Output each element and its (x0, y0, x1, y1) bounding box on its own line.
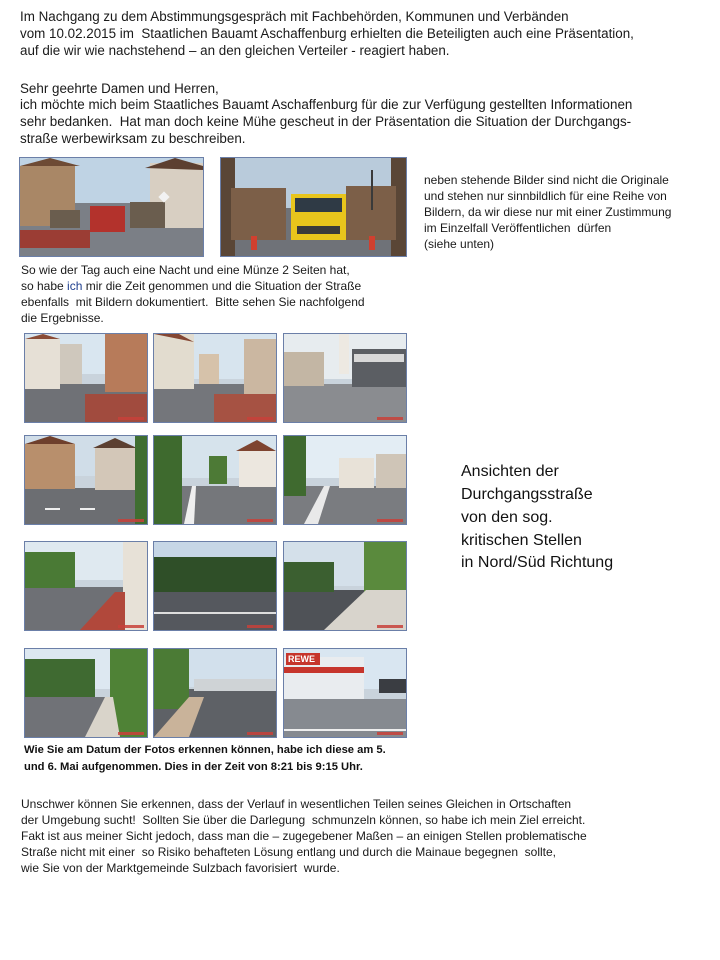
note-line-3: Bildern, da wir diese nur mit einer Zustimmung (424, 205, 672, 219)
coin-line-2 (21, 279, 361, 294)
street-photo-3 (283, 333, 407, 423)
store-sign: REWE (288, 654, 315, 664)
conclusion-line-3: Fakt ist aus meiner Sicht jedoch, dass man die – zugegebener Maßen – an einigen Stellen problematische (21, 829, 587, 843)
street-photo-2 (153, 333, 277, 423)
side-caption-line-1: Ansichten der (461, 463, 559, 480)
coin-line-2-start: so habe (21, 279, 68, 293)
intro-line-2: vom 10.02.2015 im Staatlichen Bauamt Aschaffenburg erhielten die Beteiligten auch eine Präsentation, (20, 26, 634, 41)
side-caption-line-2: Durchgangsstraße (461, 486, 593, 503)
conclusion-line-4: Straße nicht mit einer so Risiko behafteten Lösung entlang und durch die Mainaue begegnen sollte, (21, 845, 557, 859)
greeting-line-3: sehr bedanken. Hat man doch keine Mühe gescheut in der Präsentation die Situation der Durchgangs- (20, 114, 632, 129)
street-photo-6 (283, 435, 407, 525)
street-photo-10 (24, 648, 148, 738)
note-line-2: und stehen nur sinnbildlich für eine Reihe von (424, 189, 667, 203)
conclusion-line-1: Unschwer können Sie erkennen, dass der Verlauf in wesentlichen Teilen seines Gleichen in Ortschaften (21, 797, 572, 811)
intro-line-1: Im Nachgang zu dem Abstimmungsgespräch mit Fachbehörden, Kommunen und Verbänden (20, 9, 569, 24)
greeting-line-1: Sehr geehrte Damen und Herren, (20, 81, 219, 96)
conclusion-line-2: der Umgebung sucht! Sollten Sie über die Darlegung schmunzeln können, so habe ich mein Ziel erreicht. (21, 813, 586, 827)
street-photo-8 (153, 541, 277, 631)
note-line-4: im Einzelfall Veröffentlichen dürfen (424, 221, 612, 235)
street-photo-5 (153, 435, 277, 525)
side-caption-line-5: in Nord/Süd Richtung (461, 554, 614, 571)
coin-line-1: So wie der Tag auch eine Nacht und eine Münze 2 Seiten hat, (21, 263, 350, 277)
conclusion-line-5: wie Sie von der Marktgemeinde Sulzbach favorisiert wurde. (21, 861, 340, 875)
street-photo-12-store (283, 648, 407, 738)
greeting-line-2: ich möchte mich beim Staatliches Bauamt Aschaffenburg für die zur Verfügung gestellten Informationen (20, 97, 633, 112)
intro-line-3: auf die wir wie nachstehend – an den gleichen Verteiler - reagiert haben. (20, 43, 450, 58)
coin-line-2-end: mir die Zeit genommen und die Situation der Straße (82, 279, 362, 293)
photo-caption-line-1: Wie Sie am Datum der Fotos erkennen können, habe ich diese am 5. (24, 744, 386, 756)
street-photo-4 (24, 435, 148, 525)
note-line-1: neben stehende Bilder sind nicht die Originale (424, 173, 669, 187)
side-caption-line-4: kritischen Stellen (461, 532, 582, 549)
street-photo-11 (153, 648, 277, 738)
street-photo-9 (283, 541, 407, 631)
greeting-line-4: straße werbewirksam zu beschreiben. (20, 131, 246, 146)
coin-line-4: die Ergebnisse. (21, 311, 104, 325)
coin-line-2-highlight: ich (67, 279, 83, 293)
street-photo-1 (24, 333, 148, 423)
photo-caption-line-2: und 6. Mai aufgenommen. Dies in der Zeit von 8:21 bis 9:15 Uhr. (24, 761, 363, 773)
coin-line-3: ebenfalls mit Bildern dokumentiert. Bitte sehen Sie nachfolgend (21, 295, 365, 309)
presentation-photo-truck (220, 157, 407, 257)
side-caption-line-3: von den sog. (461, 509, 553, 526)
note-line-5: (siehe unten) (424, 237, 495, 251)
street-photo-7 (24, 541, 148, 631)
presentation-photo-street-gate (19, 157, 204, 257)
